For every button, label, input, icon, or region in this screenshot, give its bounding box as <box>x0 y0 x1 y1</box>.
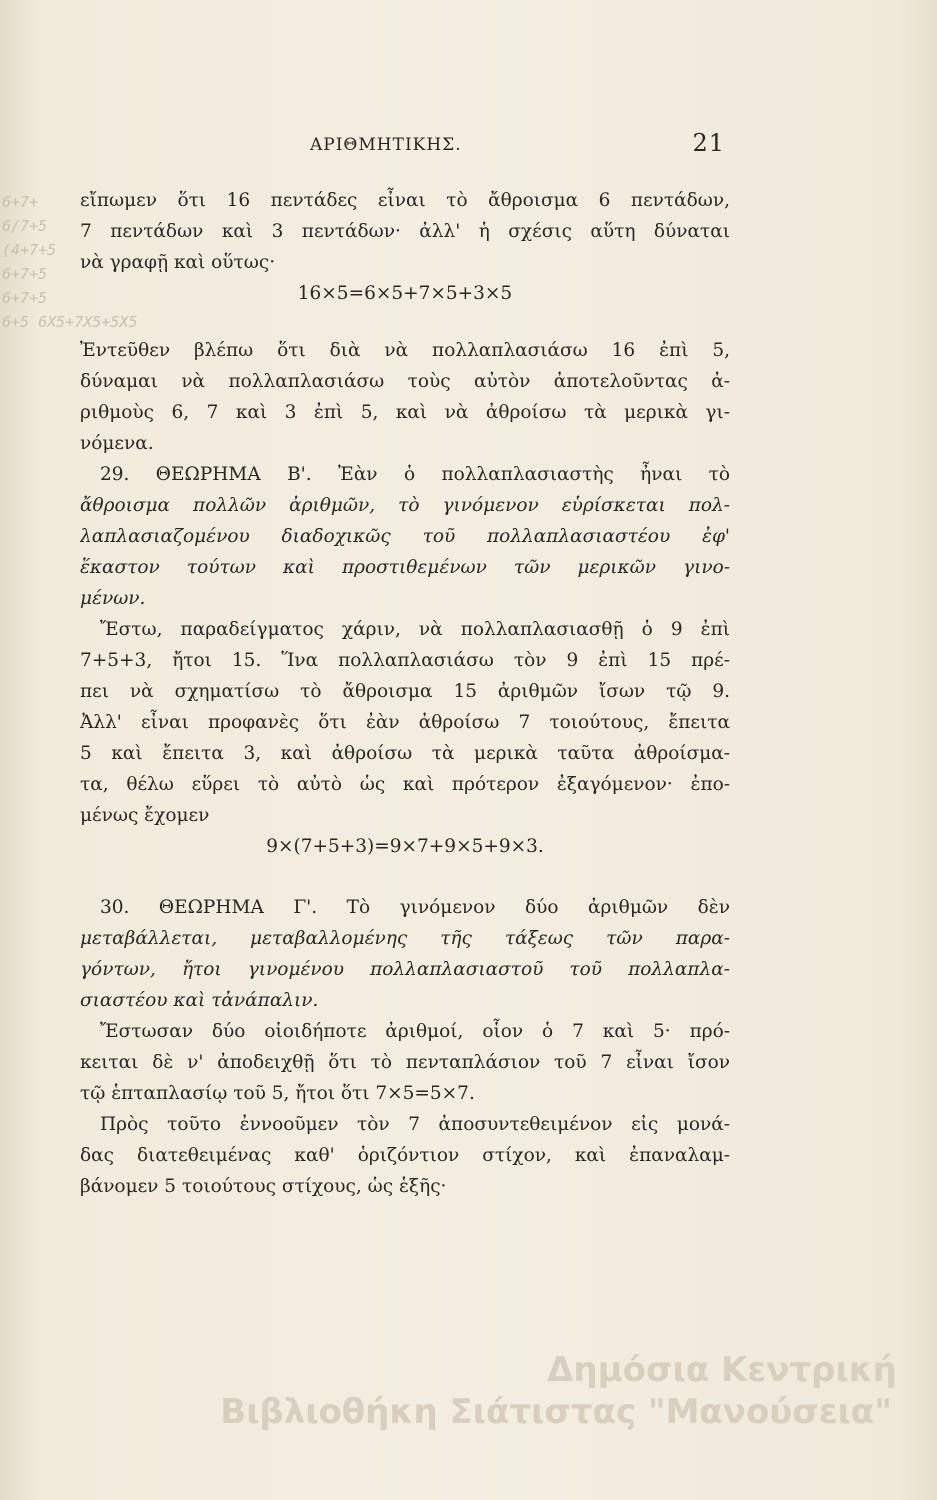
text-line: 29. ΘΕΩΡΗΜΑ Β'. Ἐὰν ὁ πολλαπλασιαστὴς ἦναι τὸ <box>100 464 730 485</box>
text-line: Ἔστω, παραδείγματος χάριν, νὰ πολλαπλασιασθῇ ὁ 9 ἐπὶ <box>100 619 730 640</box>
spacer <box>80 309 730 335</box>
text-line: Ἐντεῦθεν βλέπω ὅτι διὰ νὰ πολλαπλασιάσω 16 ἐπὶ 5, <box>80 340 730 361</box>
text-line: εἴπωμεν ὅτι 16 πεντάδες εἶναι τὸ ἄθροισμα 6 πεντάδων, <box>80 190 730 211</box>
margin-note: (4+7+5 <box>2 241 57 259</box>
text-line: τῷ ἑπταπλασίῳ τοῦ 5, ἤτοι ὅτι 7×5=5×7. <box>80 1083 475 1104</box>
text-line: μένων. <box>80 588 146 609</box>
margin-note: 6+7+ <box>2 193 39 211</box>
text-line: πει νὰ σχηματίσω τὸ ἄθροισμα 15 ἀριθμῶν ἴσων τῷ 9. <box>80 681 730 702</box>
margin-note: 6+7+5 <box>2 289 48 307</box>
text-line: δύναμαι νὰ πολλαπλασιάσω τοὺς αὐτὸν ἀποτελοῦντας ἀ- <box>80 371 730 392</box>
page-number: 21 <box>692 129 725 157</box>
text-line: νὰ γραφῇ καὶ οὕτως· <box>80 252 276 273</box>
text-line: ἄθροισμα πολλῶν ἀριθμῶν, τὸ γινόμενον εὑρίσκεται πολ- <box>80 495 730 516</box>
text-line: βάνομεν 5 τοιούτους στίχους, ὡς ἑξῆς· <box>80 1176 447 1197</box>
text-line: ἕκαστον τούτων καὶ προστιθεμένων τῶν μερικῶν γινο- <box>80 557 730 578</box>
text-line: 30. ΘΕΩΡΗΜΑ Γ'. Τὸ γινόμενον δύο ἀριθμῶν δὲν <box>100 897 730 918</box>
margin-note: 6+7+5 <box>2 265 48 283</box>
text-line: 7+5+3, ἤτοι 15. Ἵνα πολλαπλασιάσω τὸν 9 ἐπὶ 15 πρέ- <box>80 650 730 671</box>
library-watermark-line-2: Βιβλιοθήκη Σιάτιστας "Μανούσεια" <box>220 1392 892 1432</box>
margin-note: 6/7+5 <box>2 217 48 235</box>
header-title: ΑΡΙΘΜΗΤΙΚΗΣ. <box>310 135 462 155</box>
text-line: κειται δὲ ν' ἀποδειχθῇ ὅτι τὸ πενταπλάσιον τοῦ 7 εἶναι ἴσον <box>80 1052 730 1073</box>
equation-line: 9×(7+5+3)=9×7+9×5+9×3. <box>266 836 544 857</box>
text-line: τα, θέλω εὕρει τὸ αὐτὸ ὡς καὶ πρότερον ἐξαγόμενον· ἐπο- <box>80 774 730 795</box>
text-line: δας διατεθειμένας καθ' ὁριζόντιον στίχον, καὶ ἐπαναλαμ- <box>80 1145 730 1166</box>
text-line: 5 καὶ ἔπειτα 3, καὶ ἀθροίσω τὰ μερικὰ ταῦτα ἀθροίσμα- <box>80 743 730 764</box>
spacer <box>80 862 730 892</box>
library-watermark-line-1: Δημόσια Κεντρική <box>547 1350 897 1390</box>
text-line: νόμενα. <box>80 433 154 454</box>
text-line: μεταβάλλεται, μεταβαλλομένης τῆς τάξεως τῶν παρα- <box>80 928 730 949</box>
text-line: 7 πεντάδων καὶ 3 πεντάδων· ἀλλ' ἡ σχέσις αὕτη δύναται <box>80 221 730 242</box>
text-line: σιαστέου καὶ τἀνάπαλιν. <box>80 990 319 1011</box>
text-line: Ἔστωσαν δύο οἱοιδήποτε ἀριθμοί, οἷον ὁ 7 καὶ 5· πρό- <box>100 1021 730 1042</box>
text-line: Πρὸς τοῦτο ἐννοοῦμεν τὸν 7 ἀποσυντεθειμένον εἰς μονά- <box>100 1114 730 1135</box>
text-line: μένως ἔχομεν <box>80 805 210 826</box>
margin-note: 6+5 6X5+7X5+5X5 <box>2 313 138 331</box>
text-line: ριθμοὺς 6, 7 καὶ 3 ἐπὶ 5, καὶ νὰ ἀθροίσω τὰ μερικὰ γι- <box>80 402 730 423</box>
text-line: λαπλασιαζομένου διαδοχικῶς τοῦ πολλαπλασιαστέου ἐφ' <box>80 526 730 547</box>
text-line: Ἀλλ' εἶναι προφανὲς ὅτι ἐὰν ἀθροίσω 7 τοιούτους, ἔπειτα <box>80 712 730 733</box>
text-line: γόντων, ἤτοι γινομένου πολλαπλασιαστοῦ τοῦ πολλαπλα- <box>80 959 730 980</box>
equation-line: 16×5=6×5+7×5+3×5 <box>297 283 513 304</box>
page-body-text <box>80 185 730 1202</box>
